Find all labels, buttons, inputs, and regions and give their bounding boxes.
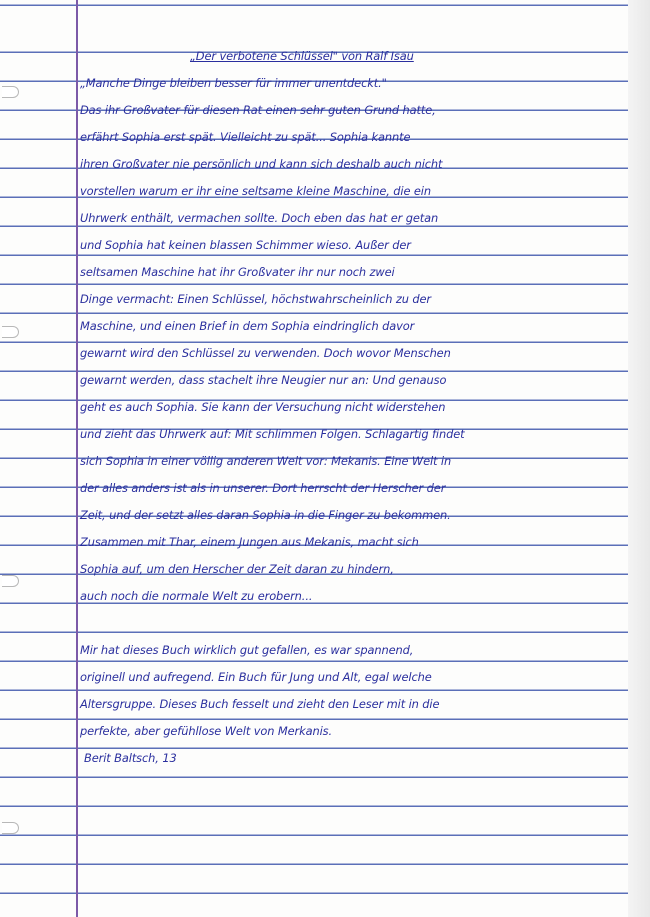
text-line: ihren Großvater nie persönlich und kann sich deshalb auch nicht	[80, 157, 443, 171]
text-line: gewarnt wird den Schlüssel zu verwenden. Doch wovor Menschen	[80, 346, 451, 360]
binding-hole	[2, 822, 19, 834]
text-line: Das ihr Großvater für diesen Rat einen sehr guten Grund hatte,	[80, 103, 436, 117]
binding-hole	[2, 86, 19, 98]
text-line: Zeit, und der setzt alles daran Sophia in die Finger zu bekommen.	[80, 508, 451, 522]
text-line: geht es auch Sophia. Sie kann der Versuchung nicht widerstehen	[80, 400, 446, 414]
review-title: „Der verbotene Schlüssel" von Ralf Isau	[190, 49, 414, 63]
text-line: auch noch die normale Welt zu erobern...	[80, 589, 313, 603]
binding-hole	[2, 575, 19, 587]
text-line: „Manche Dinge bleiben besser für immer unentdeckt."	[80, 76, 387, 90]
text-line: originell und aufregend. Ein Buch für Jung und Alt, egal welche	[80, 670, 432, 684]
text-line: Maschine, und einen Brief in dem Sophia eindringlich davor	[80, 319, 415, 333]
text-line: Zusammen mit Thar, einem Jungen aus Mekanis, macht sich	[80, 535, 419, 549]
text-line: der alles anders ist als in unserer. Dort herrscht der Herscher der	[80, 481, 446, 495]
text-line: perfekte, aber gefühllose Welt von Merkanis.	[80, 724, 333, 738]
text-line: Sophia auf, um den Herscher der Zeit daran zu hindern,	[80, 562, 394, 576]
text-line: und zieht das Uhrwerk auf: Mit schlimmen Folgen. Schlagartig findet	[80, 427, 465, 441]
text-line: erfährt Sophia erst spät. Vielleicht zu spät... Sophia kannte	[80, 130, 411, 144]
signature: Berit Baltsch, 13	[84, 751, 177, 765]
binding-hole	[2, 326, 19, 338]
paragraph-gap	[80, 610, 550, 637]
text-line: seltsamen Maschine hat ihr Großvater ihr nur noch zwei	[80, 265, 395, 279]
text-line: gewarnt werden, dass stachelt ihre Neugier nur an: Und genauso	[80, 373, 447, 387]
page-edge-shadow	[628, 0, 650, 917]
text-line: Dinge vermacht: Einen Schlüssel, höchstwahrscheinlich zu der	[80, 292, 431, 306]
text-line: Uhrwerk enthält, vermachen sollte. Doch eben das hat er getan	[80, 211, 439, 225]
margin-line	[76, 0, 78, 917]
text-line: sich Sophia in einer völlig anderen Welt vor: Mekanis. Eine Welt in	[80, 454, 452, 468]
text-line: und Sophia hat keinen blassen Schimmer wieso. Außer der	[80, 238, 411, 252]
handwritten-text	[80, 43, 550, 772]
text-line: vorstellen warum er ihr eine seltsame kleine Maschine, die ein	[80, 184, 431, 198]
text-line: Altersgruppe. Dieses Buch fesselt und zieht den Leser mit in die	[80, 697, 440, 711]
text-line: Mir hat dieses Buch wirklich gut gefallen, es war spannend,	[80, 643, 414, 657]
